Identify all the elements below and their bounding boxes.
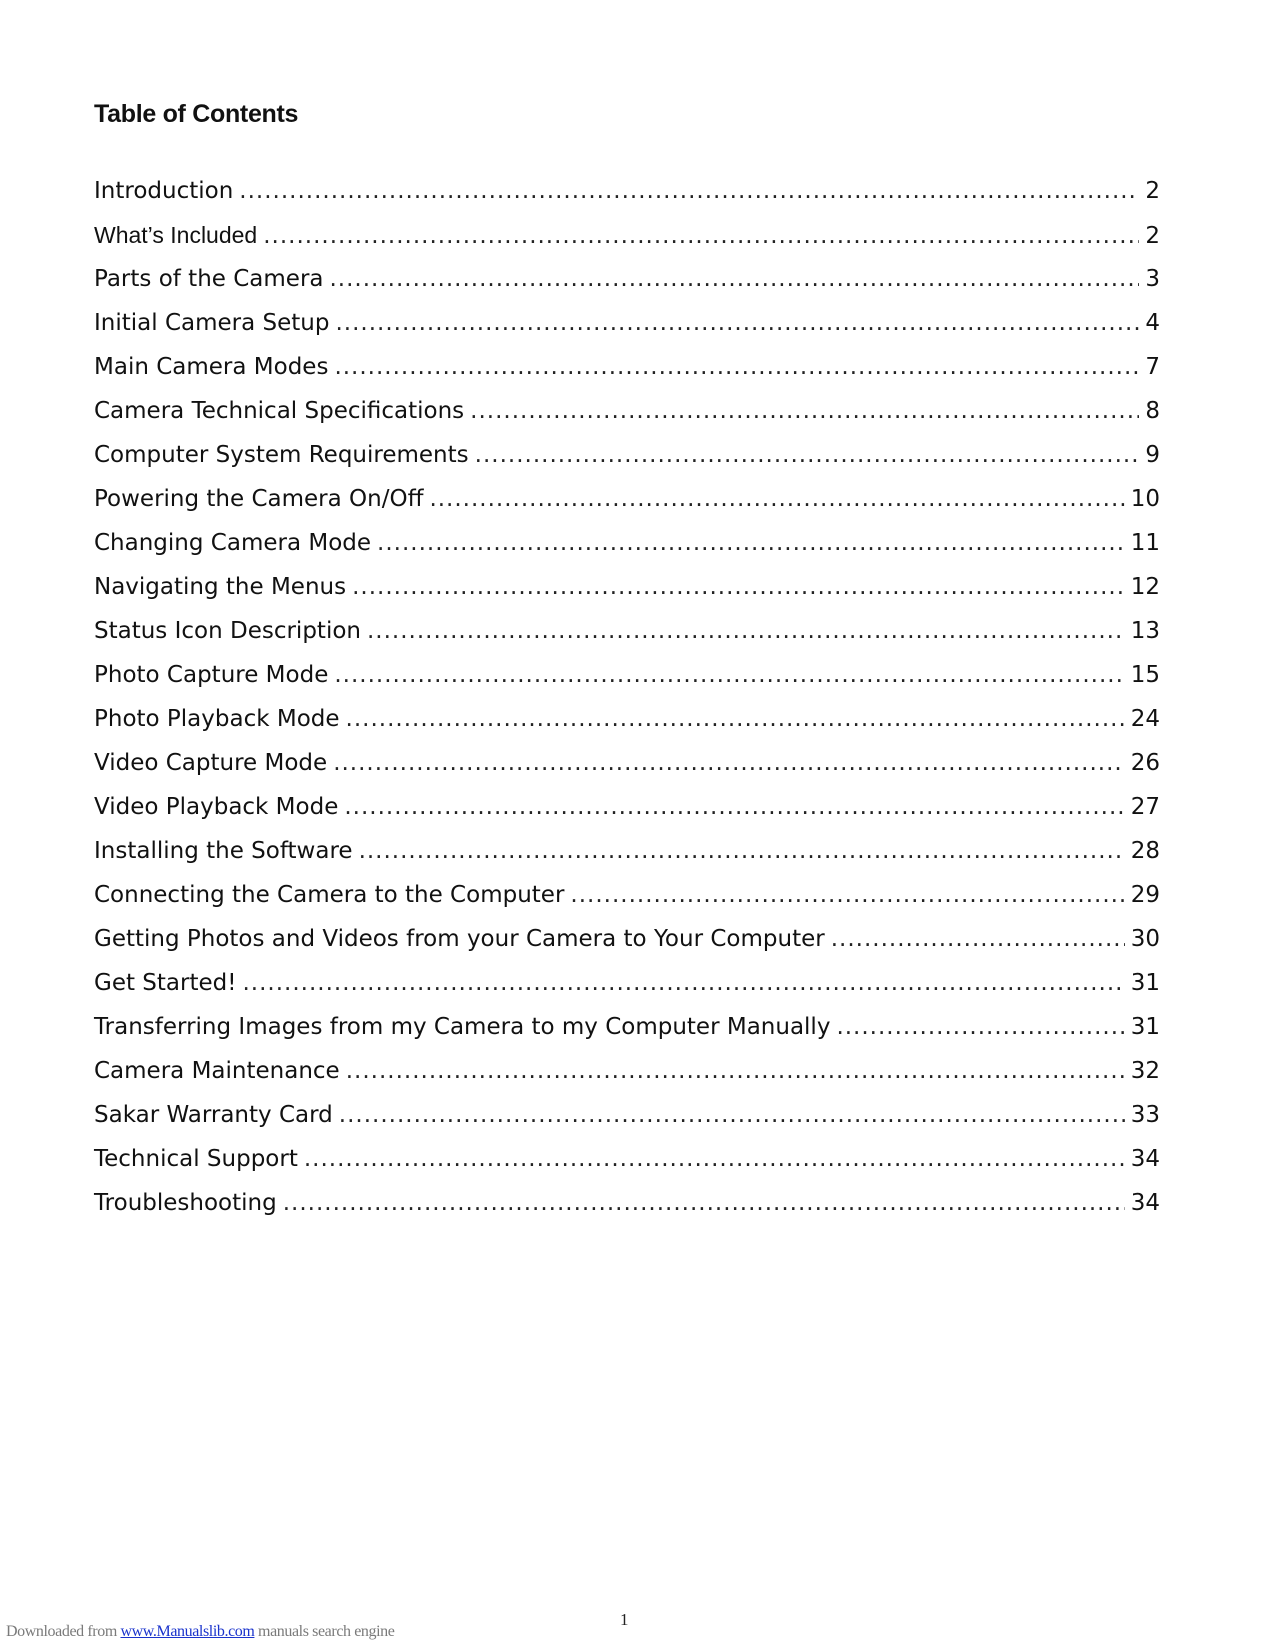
toc-entry-label: Video Capture Mode <box>94 750 328 776</box>
toc-dot-leader <box>367 618 1125 644</box>
toc-dot-leader <box>377 530 1125 556</box>
toc-entry-whats-included[interactable] <box>94 222 1160 266</box>
toc-entry-page: 26 <box>1130 750 1160 776</box>
toc-entry-powering-the-camera[interactable] <box>94 486 1160 530</box>
toc-entry-label: Parts of the Camera <box>94 266 324 292</box>
toc-entry-label: Initial Camera Setup <box>94 310 330 336</box>
toc-dot-leader <box>242 970 1124 996</box>
toc-dot-leader <box>475 442 1140 468</box>
page-number: 1 <box>620 1610 629 1629</box>
footer-suffix: manuals search engine <box>254 1623 395 1640</box>
toc-entry-page: 8 <box>1145 398 1160 424</box>
toc-entry-label: Troubleshooting <box>94 1190 277 1216</box>
toc-entry-computer-system-requirements[interactable] <box>94 442 1160 486</box>
toc-entry-label: Powering the Camera On/Off <box>94 486 424 512</box>
toc-entry-camera-technical-specifications[interactable] <box>94 398 1160 442</box>
toc-dot-leader <box>570 882 1124 908</box>
toc-dot-leader <box>346 706 1125 732</box>
toc-entry-label: Photo Capture Mode <box>94 662 329 688</box>
toc-entry-troubleshooting[interactable] <box>94 1190 1160 1234</box>
toc-entry-video-playback-mode[interactable] <box>94 794 1160 838</box>
toc-dot-leader <box>429 486 1124 512</box>
toc-entry-status-icon-description[interactable] <box>94 618 1160 662</box>
toc-entry-technical-support[interactable] <box>94 1146 1160 1190</box>
toc-entry-main-camera-modes[interactable] <box>94 354 1160 398</box>
toc-entry-label: What’s Included <box>94 222 258 248</box>
toc-entry-page: 3 <box>1145 266 1160 292</box>
toc-list <box>94 178 1160 1234</box>
toc-dot-leader <box>831 926 1125 952</box>
toc-entry-page: 34 <box>1130 1146 1160 1172</box>
toc-dot-leader <box>339 1102 1125 1128</box>
toc-entry-page: 9 <box>1145 442 1160 468</box>
toc-dot-leader <box>836 1014 1124 1040</box>
toc-entry-label: Navigating the Menus <box>94 574 347 600</box>
toc-dot-leader <box>334 354 1139 380</box>
toc-entry-page: 32 <box>1130 1058 1160 1084</box>
toc-entry-page: 15 <box>1130 662 1160 688</box>
toc-entry-navigating-the-menus[interactable] <box>94 574 1160 618</box>
footer-prefix: Downloaded from <box>6 1623 121 1640</box>
download-footer <box>6 1623 394 1641</box>
toc-entry-video-capture-mode[interactable] <box>94 750 1160 794</box>
toc-entry-get-started[interactable] <box>94 970 1160 1014</box>
toc-entry-changing-camera-mode[interactable] <box>94 530 1160 574</box>
toc-dot-leader <box>263 223 1139 249</box>
toc-dot-leader <box>239 178 1139 204</box>
toc-dot-leader <box>344 794 1124 820</box>
toc-entry-page: 30 <box>1130 926 1160 952</box>
toc-entry-label: Photo Playback Mode <box>94 706 340 732</box>
toc-entry-page: 27 <box>1130 794 1160 820</box>
toc-entry-page: 31 <box>1130 1014 1160 1040</box>
toc-entry-page: 12 <box>1130 574 1160 600</box>
toc-title: Table of Contents <box>94 100 299 128</box>
toc-dot-leader <box>359 838 1125 864</box>
toc-entry-initial-camera-setup[interactable] <box>94 310 1160 354</box>
toc-entry-page: 11 <box>1130 530 1160 556</box>
toc-entry-page: 34 <box>1130 1190 1160 1216</box>
toc-entry-page: 24 <box>1130 706 1160 732</box>
toc-entry-page: 33 <box>1130 1102 1160 1128</box>
toc-entry-getting-photos-and-videos[interactable] <box>94 926 1160 970</box>
toc-entry-label: Technical Support <box>94 1146 298 1172</box>
toc-entry-page: 28 <box>1130 838 1160 864</box>
toc-entry-label: Camera Technical Specifications <box>94 398 465 424</box>
toc-entry-label: Installing the Software <box>94 838 353 864</box>
toc-entry-page: 4 <box>1145 310 1160 336</box>
toc-dot-leader <box>283 1190 1125 1216</box>
toc-entry-photo-playback-mode[interactable] <box>94 706 1160 750</box>
toc-entry-page: 10 <box>1130 486 1160 512</box>
toc-dot-leader <box>352 574 1125 600</box>
toc-entry-label: Status Icon Description <box>94 618 361 644</box>
toc-entry-label: Computer System Requirements <box>94 442 469 468</box>
toc-entry-transferring-images[interactable] <box>94 1014 1160 1058</box>
toc-entry-page: 2 <box>1145 223 1160 249</box>
toc-dot-leader <box>334 662 1124 688</box>
toc-entry-page: 13 <box>1130 618 1160 644</box>
toc-entry-page: 29 <box>1130 882 1160 908</box>
toc-entry-label: Main Camera Modes <box>94 354 329 380</box>
toc-entry-label: Changing Camera Mode <box>94 530 372 556</box>
toc-entry-label: Camera Maintenance <box>94 1058 340 1084</box>
toc-dot-leader <box>346 1058 1125 1084</box>
toc-entry-photo-capture-mode[interactable] <box>94 662 1160 706</box>
toc-entry-label: Introduction <box>94 178 234 204</box>
toc-entry-label: Video Playback Mode <box>94 794 339 820</box>
toc-entry-label: Getting Photos and Videos from your Camera to Your Computer <box>94 926 825 952</box>
toc-entry-label: Connecting the Camera to the Computer <box>94 882 565 908</box>
toc-entry-introduction[interactable] <box>94 178 1160 222</box>
toc-entry-page: 31 <box>1130 970 1160 996</box>
toc-entry-page: 7 <box>1145 354 1160 380</box>
toc-dot-leader <box>335 310 1139 336</box>
toc-dot-leader <box>304 1146 1125 1172</box>
toc-entry-camera-maintenance[interactable] <box>94 1058 1160 1102</box>
toc-entry-installing-the-software[interactable] <box>94 838 1160 882</box>
toc-entry-page: 2 <box>1145 178 1160 204</box>
toc-entry-label: Transferring Images from my Camera to my Computer Manually <box>94 1014 831 1040</box>
toc-dot-leader <box>330 266 1140 292</box>
toc-entry-sakar-warranty-card[interactable] <box>94 1102 1160 1146</box>
manualslib-link[interactable]: www.Manualslib.com <box>120 1623 255 1640</box>
toc-entry-connecting-the-camera[interactable] <box>94 882 1160 926</box>
toc-dot-leader <box>470 398 1139 424</box>
toc-dot-leader <box>333 750 1125 776</box>
toc-entry-label: Sakar Warranty Card <box>94 1102 333 1128</box>
toc-entry-parts-of-the-camera[interactable] <box>94 266 1160 310</box>
toc-entry-label: Get Started! <box>94 970 237 996</box>
